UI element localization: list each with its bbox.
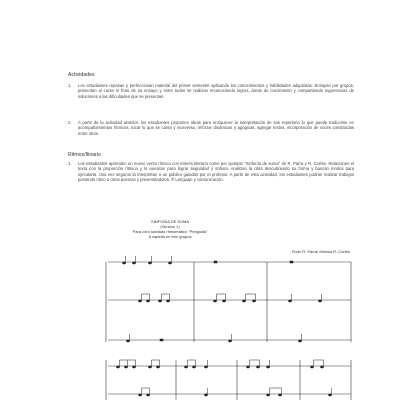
note [168,262,171,264]
activity-item-1-number: 1. [68,83,72,88]
rest [290,261,293,263]
rhythm-heading: Ritmos/Ilinario [68,152,101,158]
note [242,300,245,302]
note [146,300,149,302]
rest [214,261,217,263]
rest [160,339,163,341]
activities-heading: Actividades [68,72,95,78]
note [122,262,125,264]
note [126,340,129,342]
score-subtitle-1: (Versión 1) [160,224,180,229]
note [158,300,161,302]
note [288,300,291,302]
rhythm-item-1-number: 1. [68,161,72,166]
note [132,262,135,264]
note [228,340,231,342]
note [148,262,151,264]
note [166,300,169,302]
score-system-1-notes [122,256,321,342]
note [138,300,141,302]
score-system-1 [106,262,351,342]
score-subtitle-2: Para coro hablado ritmomatico "Pringlulla" [132,229,208,234]
activity-item-2-number: 2. [68,120,72,125]
activity-item-1-text: Los estudiantes repasan y perfeccionan material del primer semestre aplicando los conocimientos y habilidades adquiridas. Ensayan por grupos, presentan al curso el fruto de su ensayo y entre todos se realizan reconociendo logros, áreas de crecimiento y compartiendo sugerencias de soluciones a las dificultades que se presentan. [78,83,354,99]
note [213,300,216,302]
score-author: Texto R. Parra/ Música R. Cortés [291,249,350,254]
note [222,300,225,302]
note [298,340,301,342]
score-system-2-notes [116,360,331,396]
score-subtitle-3: A capella en tres grupos [148,234,192,239]
score-system-2 [106,360,351,400]
note [318,300,321,302]
rhythm-item-1-text: Los estudiantes aprenden un nuevo verso rítmico con interés literario como por ejemplo "Sinfonía de suma" de R. Parra y R. Cortés. Relacionen el texto con la proporción rítmica y lo ejecutan para lograr seguridad y soltura. Analizan la obra descubriendo su forma y buscan modos para ejecutarla. Una vez seguros la interpretan a un público guiados por el profesor. A partir de esta actividad, los estudiantes podrán realizar trabajos poniendo ritmo a otros poemas y presentándolos. ® Lenguaje y comunicación. [78,161,354,183]
activity-item-2-text: A partir de la actividad anterior, los estudiantes proponen ideas para enriquecer la interpretación de sus repertorio lo que puede traducirse en acompañamientos rítmicos, tocar lo que se canta y viceversa, reforzar dinámicas y agógicas, agregar textos, incorporación de voces construidas entre otros. [78,120,354,136]
note [252,300,255,302]
score-title: SINFONÍA DE SUMA [150,219,189,224]
